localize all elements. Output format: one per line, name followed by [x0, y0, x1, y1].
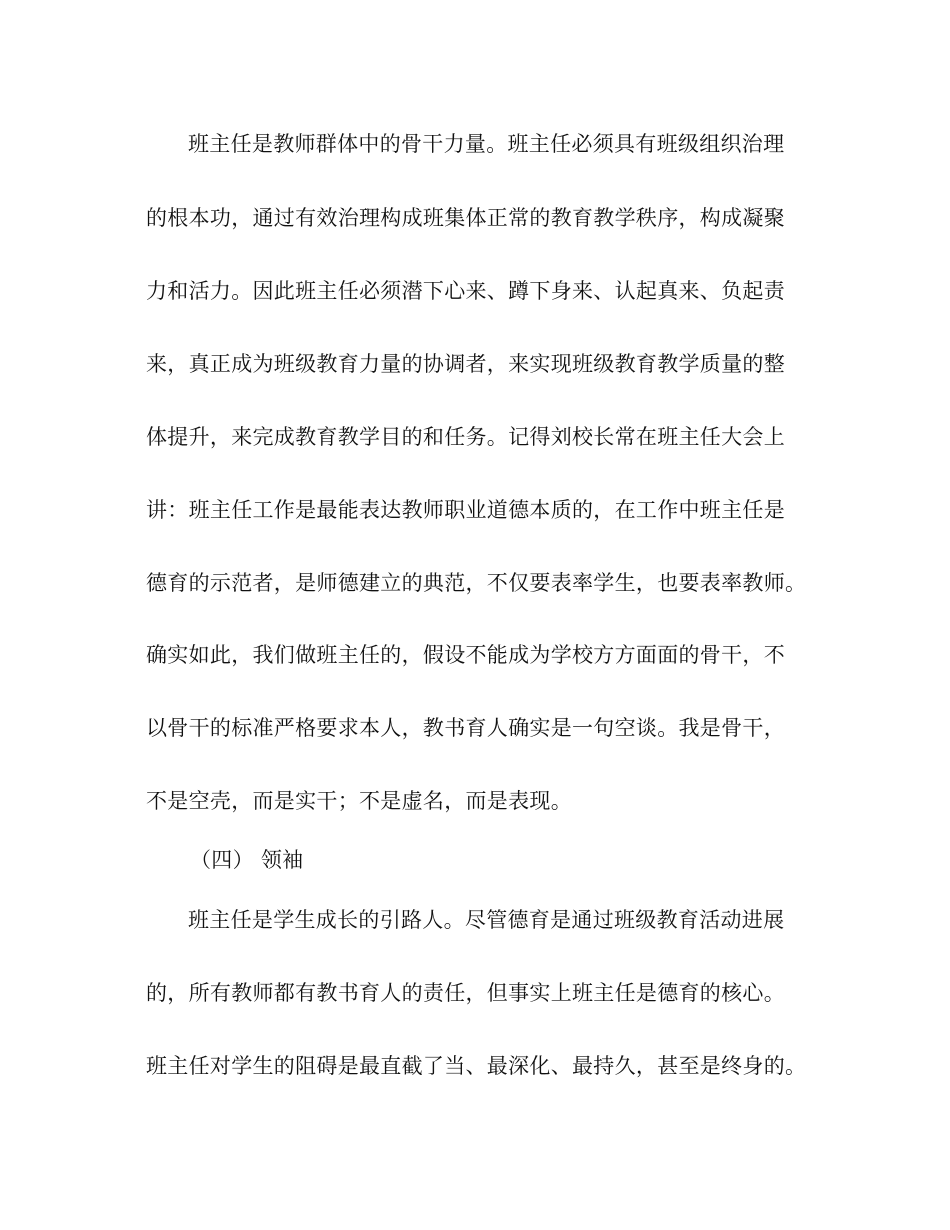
paragraph-1-line-1: 班主任是教师群体中的骨干力量。班主任必须具有班级组织治理	[188, 132, 785, 156]
section-heading: （四） 领袖	[190, 848, 304, 872]
paragraph-1-line-5: 体提升，来完成教育教学目的和任务。记得刘校长常在班主任大会上	[146, 425, 785, 449]
paragraph-1-line-10: 不是空壳，而是实干；不是虚名，而是表现。	[146, 789, 572, 813]
paragraph-1-line-6: 讲：班主任工作是最能表达教师职业道德本质的，在工作中班主任是	[146, 498, 785, 522]
paragraph-1-line-8: 确实如此，我们做班主任的，假设不能成为学校方方面面的骨干，不	[146, 643, 785, 667]
paragraph-1-line-4: 来，真正成为班级教育力量的协调者，来实现班级教育教学质量的整	[146, 352, 785, 376]
paragraph-1-line-7: 德育的示范者，是师德建立的典范，不仅要表率学生，也要表率教师。	[146, 571, 807, 595]
paragraph-2-line-3: 班主任对学生的阻碍是最直截了当、最深化、最持久，甚至是终身的。	[146, 1054, 807, 1078]
paragraph-2-line-1: 班主任是学生成长的引路人。尽管德育是通过班级教育活动进展	[188, 908, 785, 932]
paragraph-1-line-9: 以骨干的标准严格要求本人，教书育人确实是一句空谈。我是骨干，	[146, 716, 785, 740]
paragraph-1-line-3: 力和活力。因此班主任必须潜下心来、蹲下身来、认起真来、负起责	[146, 279, 785, 303]
paragraph-2-line-2: 的，所有教师都有教书育人的责任，但事实上班主任是德育的核心。	[146, 981, 785, 1005]
paragraph-1-line-2: 的根本功，通过有效治理构成班集体正常的教育教学秩序，构成凝聚	[146, 206, 785, 230]
